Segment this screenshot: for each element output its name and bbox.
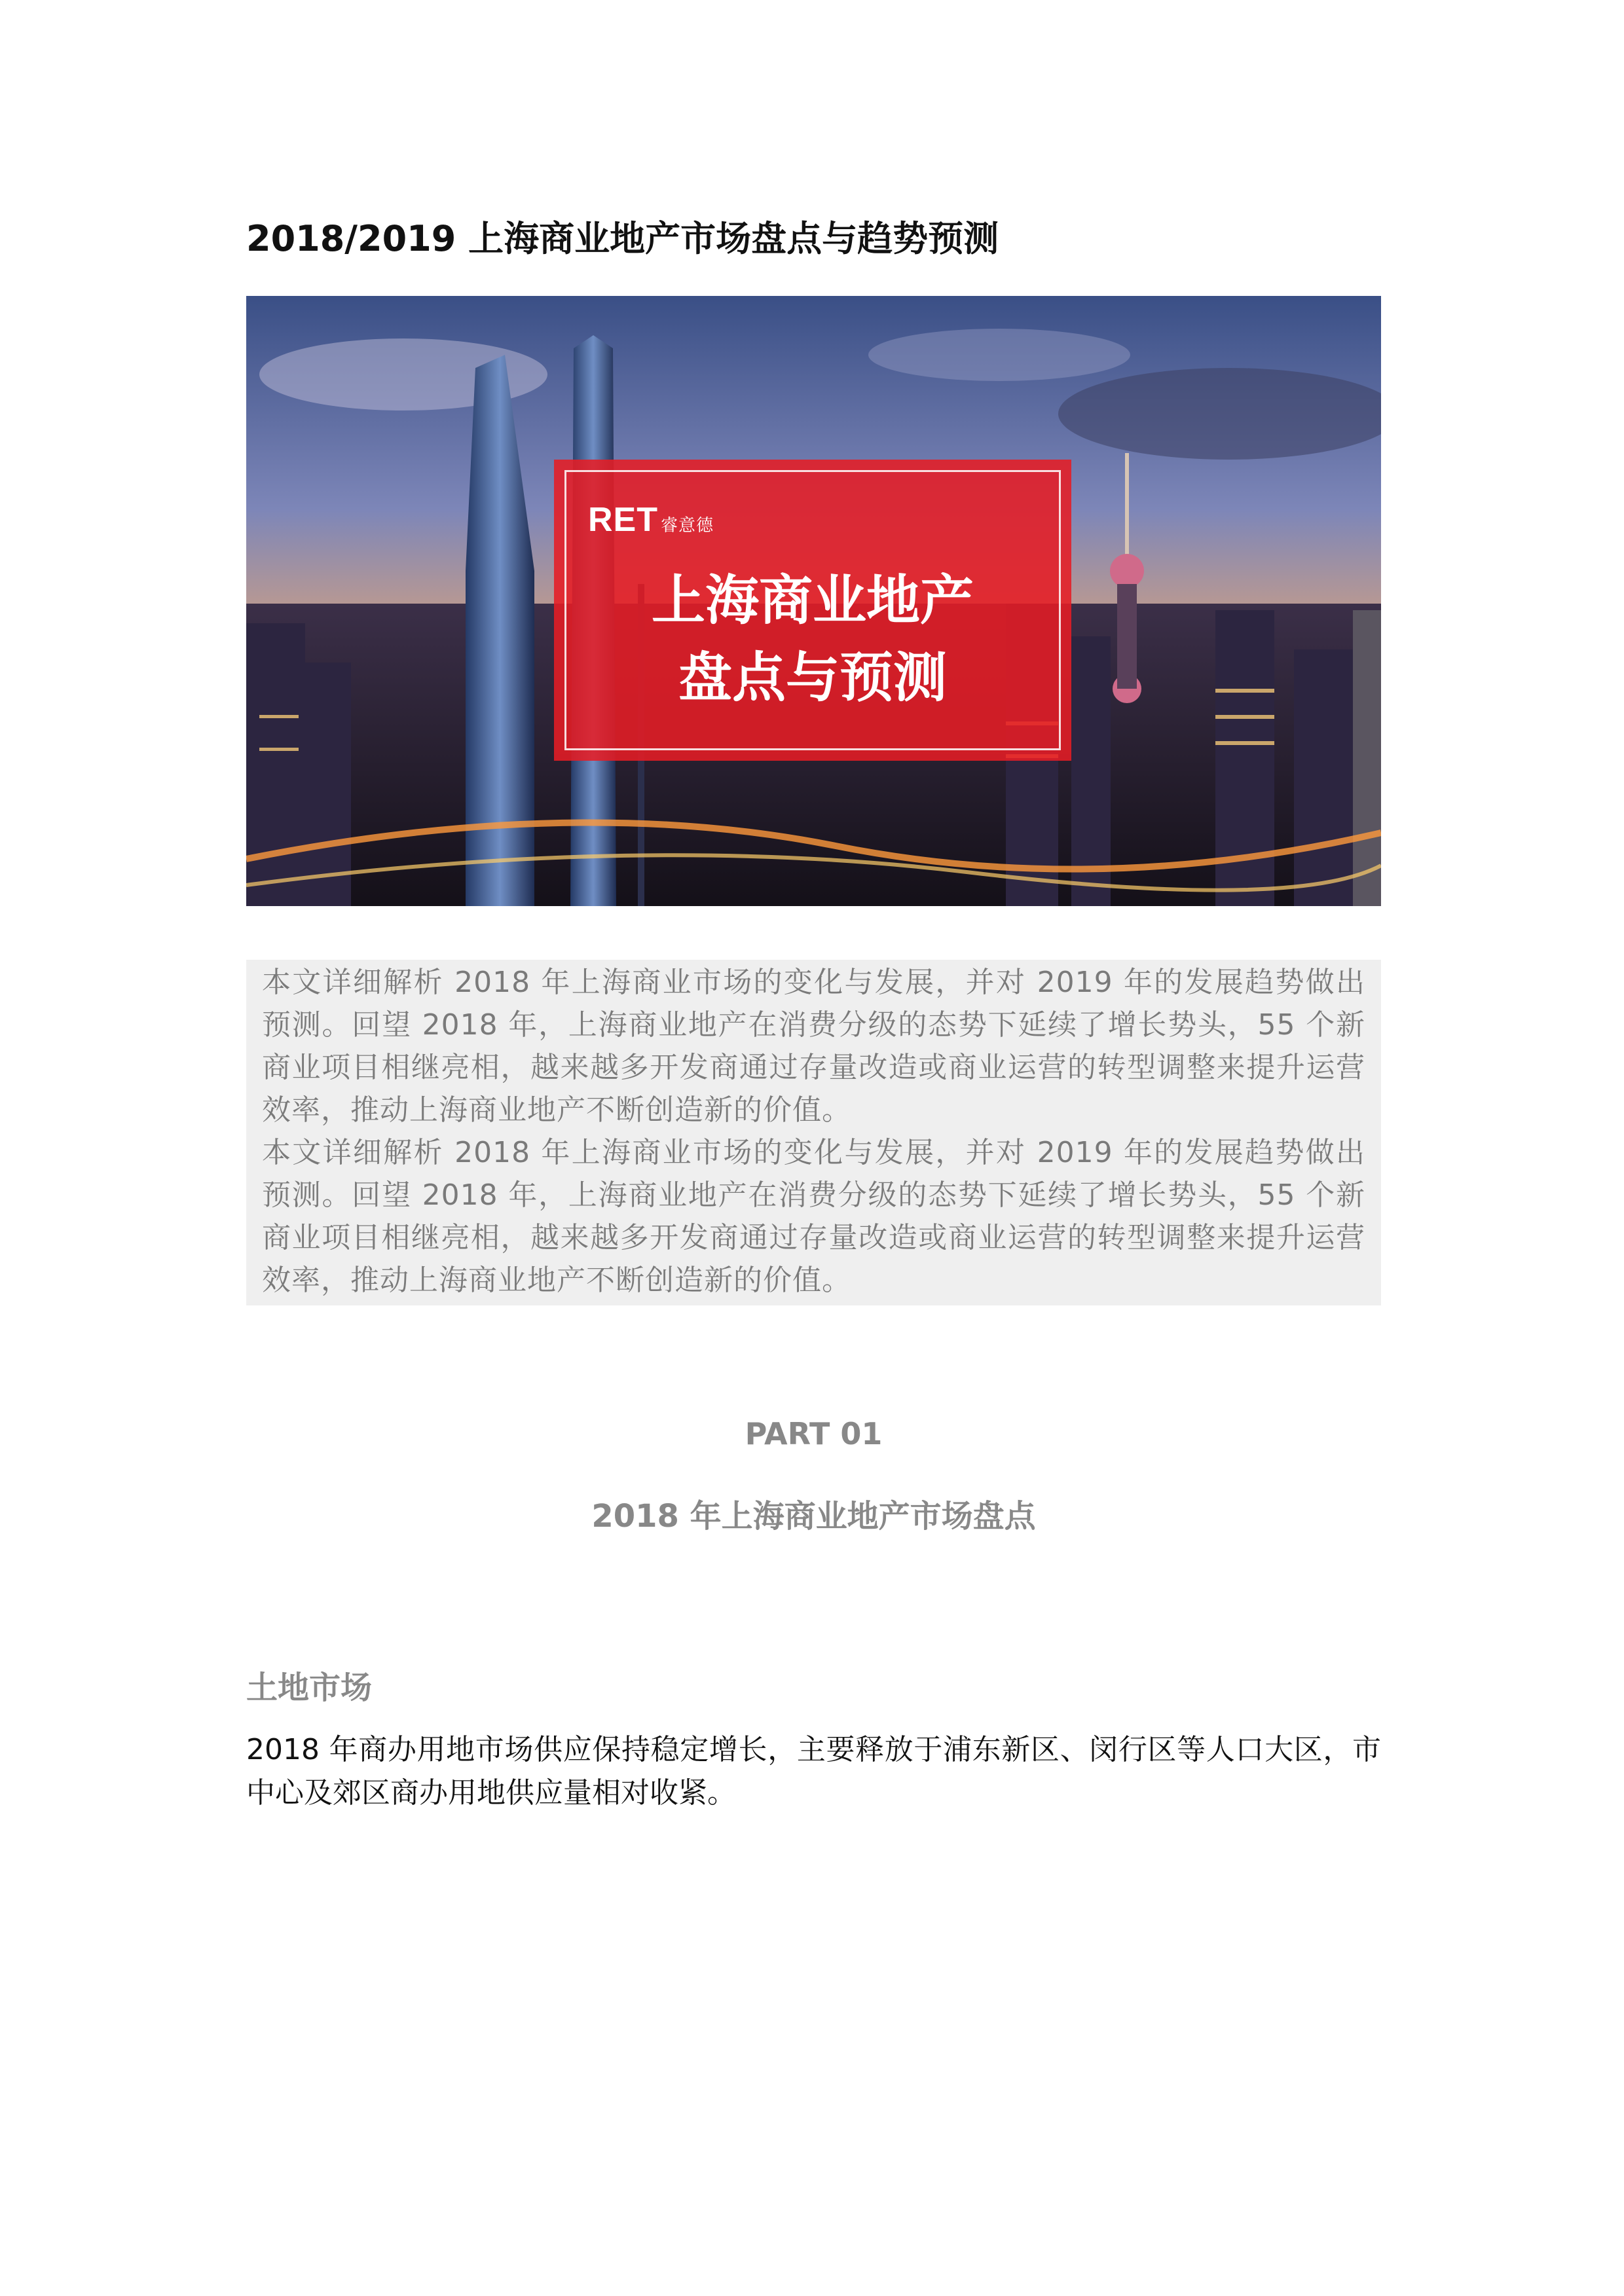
intro-paragraph: 本文详细解析 2018 年上海商业市场的变化与发展，并对 2019 年的发展趋势做出预测。回望 2018 年，上海商业地产在消费分级的态势下延续了增长势头，55 个新商业项目相继亮相，越来越多开发商通过存量改造或商业运营的转型调整来提升运营效率，推动上海商业地产不断创造新的价值。 [262,966,1365,1127]
section-heading: 土地市场 [246,1669,373,1706]
logo-subtext: 睿意德 [661,515,714,535]
section-body-text: 2018 年商办用地市场供应保持稳定增长，主要释放于浦东新区、闵行区等人口大区，市中心及郊区商办用地供应量相对收紧。 [246,1733,1381,1810]
intro-summary-box [246,960,1381,1305]
part-label: PART 01 [745,1416,883,1451]
hero-title-card [554,460,1071,761]
company-logo [588,500,714,539]
hero-image [246,296,1381,906]
page-title: 2018/2019 上海商业地产市场盘点与趋势预测 [246,218,999,259]
part-title: 2018 年上海商业地产市场盘点 [591,1498,1036,1535]
logo-text: RET [588,501,658,539]
intro-paragraph: 本文详细解析 2018 年上海商业市场的变化与发展，并对 2019 年的发展趋势做出预测。回望 2018 年，上海商业地产在消费分级的态势下延续了增长势头，55 个新商业项目相继亮相，越来越多开发商通过存量改造或商业运营的转型调整来提升运营效率，推动上海商业地产不断创造新的价值。 [262,1136,1365,1297]
hero-headline-line2: 盘点与预测 [678,646,947,709]
hero-headline-line1: 上海商业地产 [651,569,974,632]
